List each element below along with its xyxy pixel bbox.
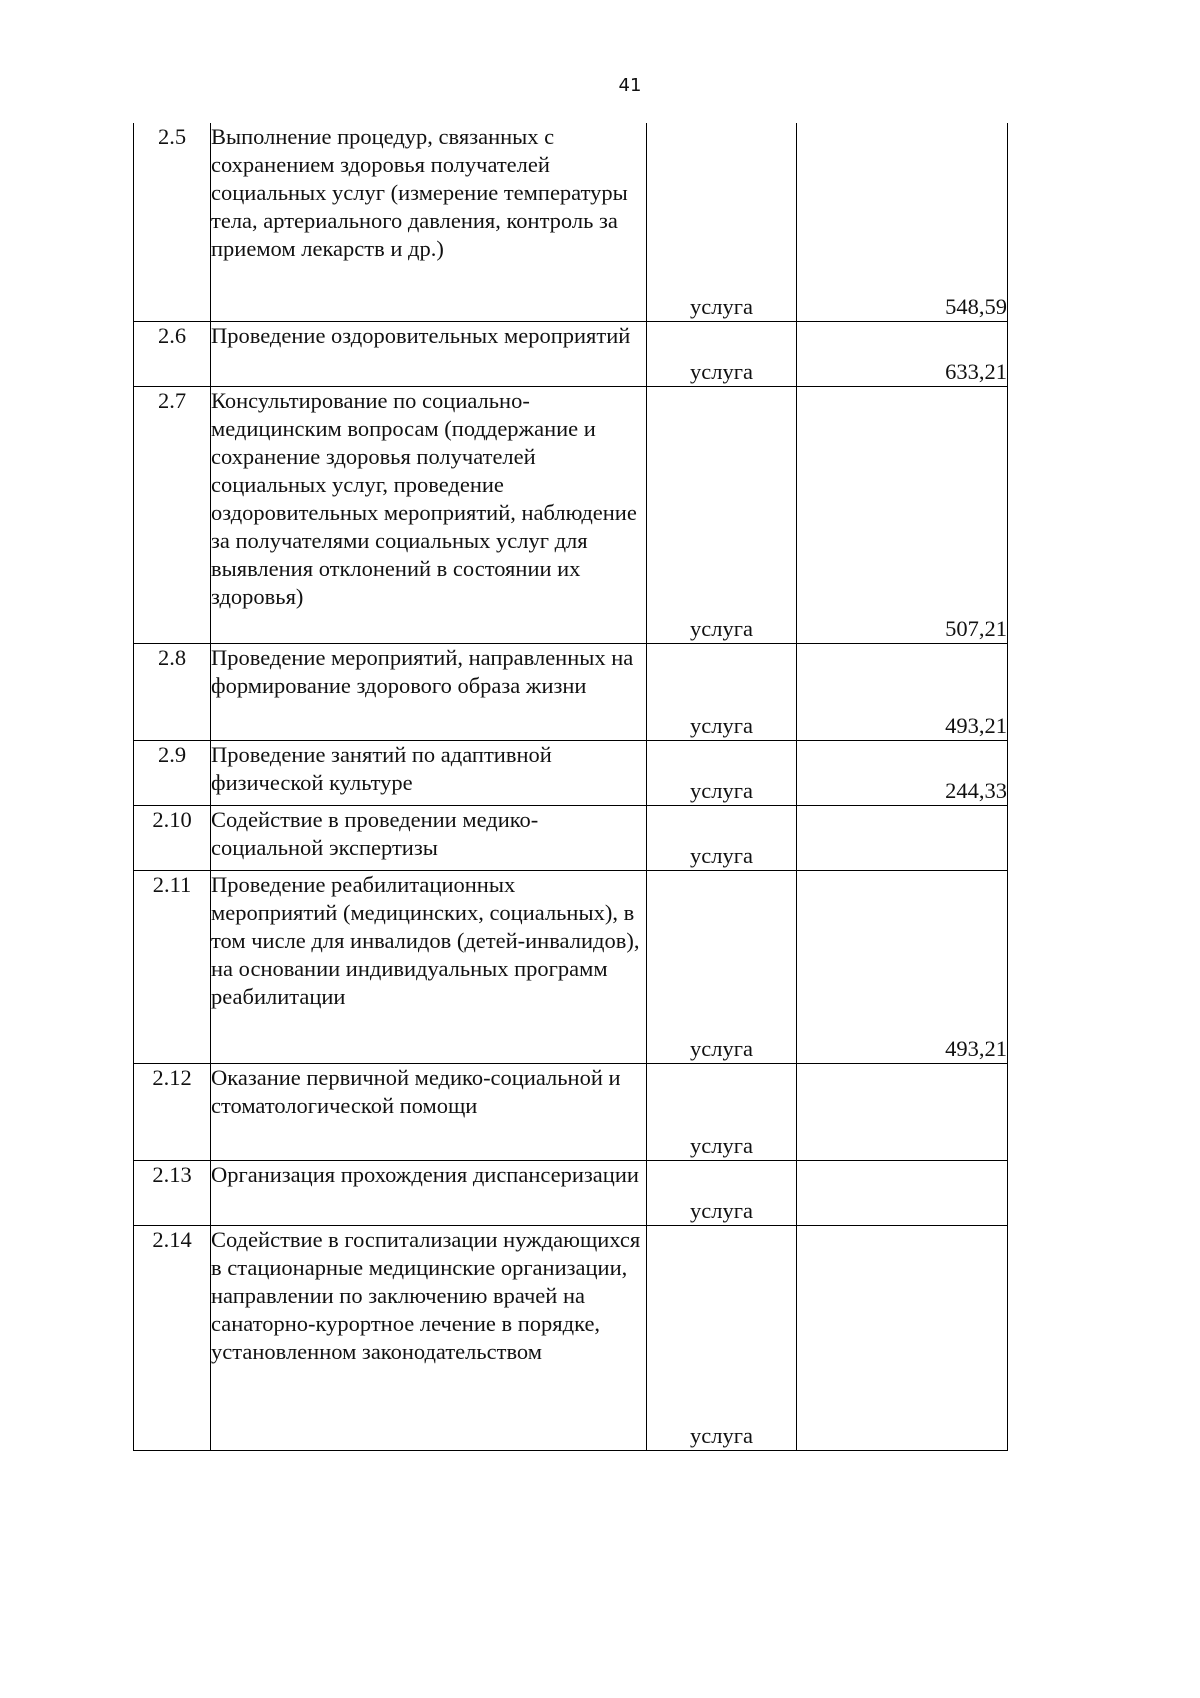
unit-of-measure: услуга (647, 123, 797, 321)
row-number: 2.8 (134, 643, 211, 740)
service-name: Проведение мероприятий, направленных на формирование здорового образа жизни (211, 643, 647, 740)
page-number: 41 (618, 75, 642, 96)
row-number: 2.5 (134, 123, 211, 321)
service-price: 507,21 (797, 386, 1008, 643)
table-row (134, 123, 1008, 321)
service-name: Организация прохождения диспансеризации (211, 1160, 647, 1225)
unit-of-measure: услуга (647, 1160, 797, 1225)
service-name: Содействие в госпитализации нуждающихся в стационарные медицинские организации, направлении по заключению врачей на санаторно-курортное лечение в порядке, установленном законодательством (211, 1225, 647, 1450)
unit-of-measure: услуга (647, 1063, 797, 1160)
row-number: 2.13 (134, 1160, 211, 1225)
service-name: Проведение занятий по адаптивной физической культуре (211, 740, 647, 805)
table-row (134, 321, 1008, 386)
table-row (134, 386, 1008, 643)
service-price (797, 1225, 1008, 1450)
row-number: 2.12 (134, 1063, 211, 1160)
service-price: 244,33 (797, 740, 1008, 805)
unit-of-measure: услуга (647, 805, 797, 870)
service-price: 548,59 (797, 123, 1008, 321)
table-row (134, 1225, 1008, 1450)
row-number: 2.11 (134, 870, 211, 1063)
row-number: 2.9 (134, 740, 211, 805)
unit-of-measure: услуга (647, 1225, 797, 1450)
service-name: Проведение оздоровительных мероприятий (211, 321, 647, 386)
service-price: 493,21 (797, 643, 1008, 740)
service-price: 493,21 (797, 870, 1008, 1063)
table-row (134, 1063, 1008, 1160)
row-number: 2.10 (134, 805, 211, 870)
table-row (134, 870, 1008, 1063)
unit-of-measure: услуга (647, 643, 797, 740)
unit-of-measure: услуга (647, 870, 797, 1063)
service-price (797, 1160, 1008, 1225)
service-name: Выполнение процедур, связанных с сохранением здоровья получателей социальных услуг (измерение температуры тела, артериального давления, контроль за приемом лекарств и др.) (211, 123, 647, 321)
table-row (134, 805, 1008, 870)
services-tariff-table (133, 123, 1008, 1451)
unit-of-measure: услуга (647, 321, 797, 386)
row-number: 2.14 (134, 1225, 211, 1450)
table-row (134, 740, 1008, 805)
service-name: Оказание первичной медико-социальной и стоматологической помощи (211, 1063, 647, 1160)
row-number: 2.7 (134, 386, 211, 643)
unit-of-measure: услуга (647, 386, 797, 643)
service-name: Консультирование по социально-медицинским вопросам (поддержание и сохранение здоровья получателей социальных услуг, проведение оздоровительных мероприятий, наблюдение за получателями социальных услуг для выявления отклонений в состоянии их здоровья) (211, 386, 647, 643)
row-number: 2.6 (134, 321, 211, 386)
service-price (797, 1063, 1008, 1160)
service-name: Содействие в проведении медико-социальной экспертизы (211, 805, 647, 870)
unit-of-measure: услуга (647, 740, 797, 805)
table-row (134, 643, 1008, 740)
table-row (134, 1160, 1008, 1225)
service-price: 633,21 (797, 321, 1008, 386)
service-price (797, 805, 1008, 870)
service-name: Проведение реабилитационных мероприятий (медицинских, социальных), в том числе для инвалидов (детей-инвалидов), на основании индивидуальных программ реабилитации (211, 870, 647, 1063)
